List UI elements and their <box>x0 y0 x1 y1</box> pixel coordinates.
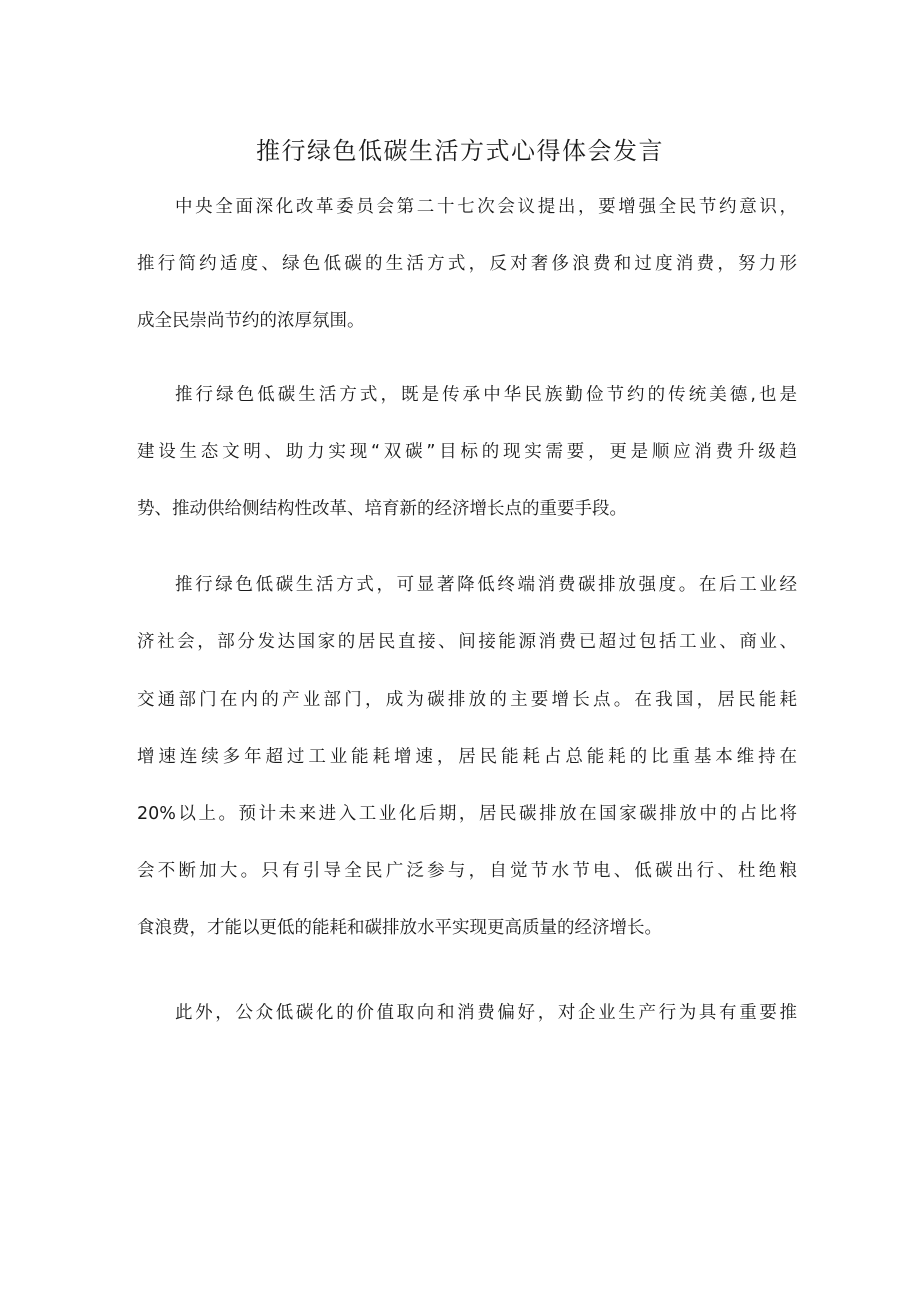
paragraph-line: 推行绿色低碳生活方式，既是传承中华民族勤俭节约的传统美德,也是 <box>175 385 797 405</box>
paragraph-line: 食浪费，才能以更低的能耗和碳排放水平实现更高质量的经济增长。 <box>137 918 662 938</box>
paragraph-line: 增速连续多年超过工业能耗增速，居民能耗占总能耗的比重基本维持在 <box>137 747 797 767</box>
paragraph-line: 交通部门在内的产业部门，成为碳排放的主要增长点。在我国，居民能耗 <box>137 690 797 710</box>
paragraph-line: 建设生态文明、助力实现“双碳”目标的现实需要，更是顺应消费升级趋 <box>137 442 797 462</box>
document-title: 推行绿色低碳生活方式心得体会发言 <box>256 137 664 165</box>
paragraph-line: 推行绿色低碳生活方式，可显著降低终端消费碳排放强度。在后工业经 <box>175 575 797 595</box>
paragraph-line: 此外，公众低碳化的价值取向和消费偏好，对企业生产行为具有重要推 <box>175 1003 797 1023</box>
paragraph-line: 成全民崇尚节约的浓厚氛围。 <box>137 311 365 331</box>
paragraph-line: 20%以上。预计未来进入工业化后期，居民碳排放在国家碳排放中的占比将 <box>137 804 797 824</box>
paragraph-line: 推行简约适度、绿色低碳的生活方式，反对奢侈浪费和过度消费，努力形 <box>137 254 797 274</box>
paragraph-line: 势、推动供给侧结构性改革、培育新的经济增长点的重要手段。 <box>137 499 627 519</box>
paragraph-line: 中央全面深化改革委员会第二十七次会议提出，要增强全民节约意识， <box>175 197 797 217</box>
paragraph-line: 会不断加大。只有引导全民广泛参与，自觉节水节电、低碳出行、杜绝粮 <box>137 861 797 881</box>
paragraph-line: 济社会，部分发达国家的居民直接、间接能源消费已超过包括工业、商业、 <box>137 632 797 652</box>
